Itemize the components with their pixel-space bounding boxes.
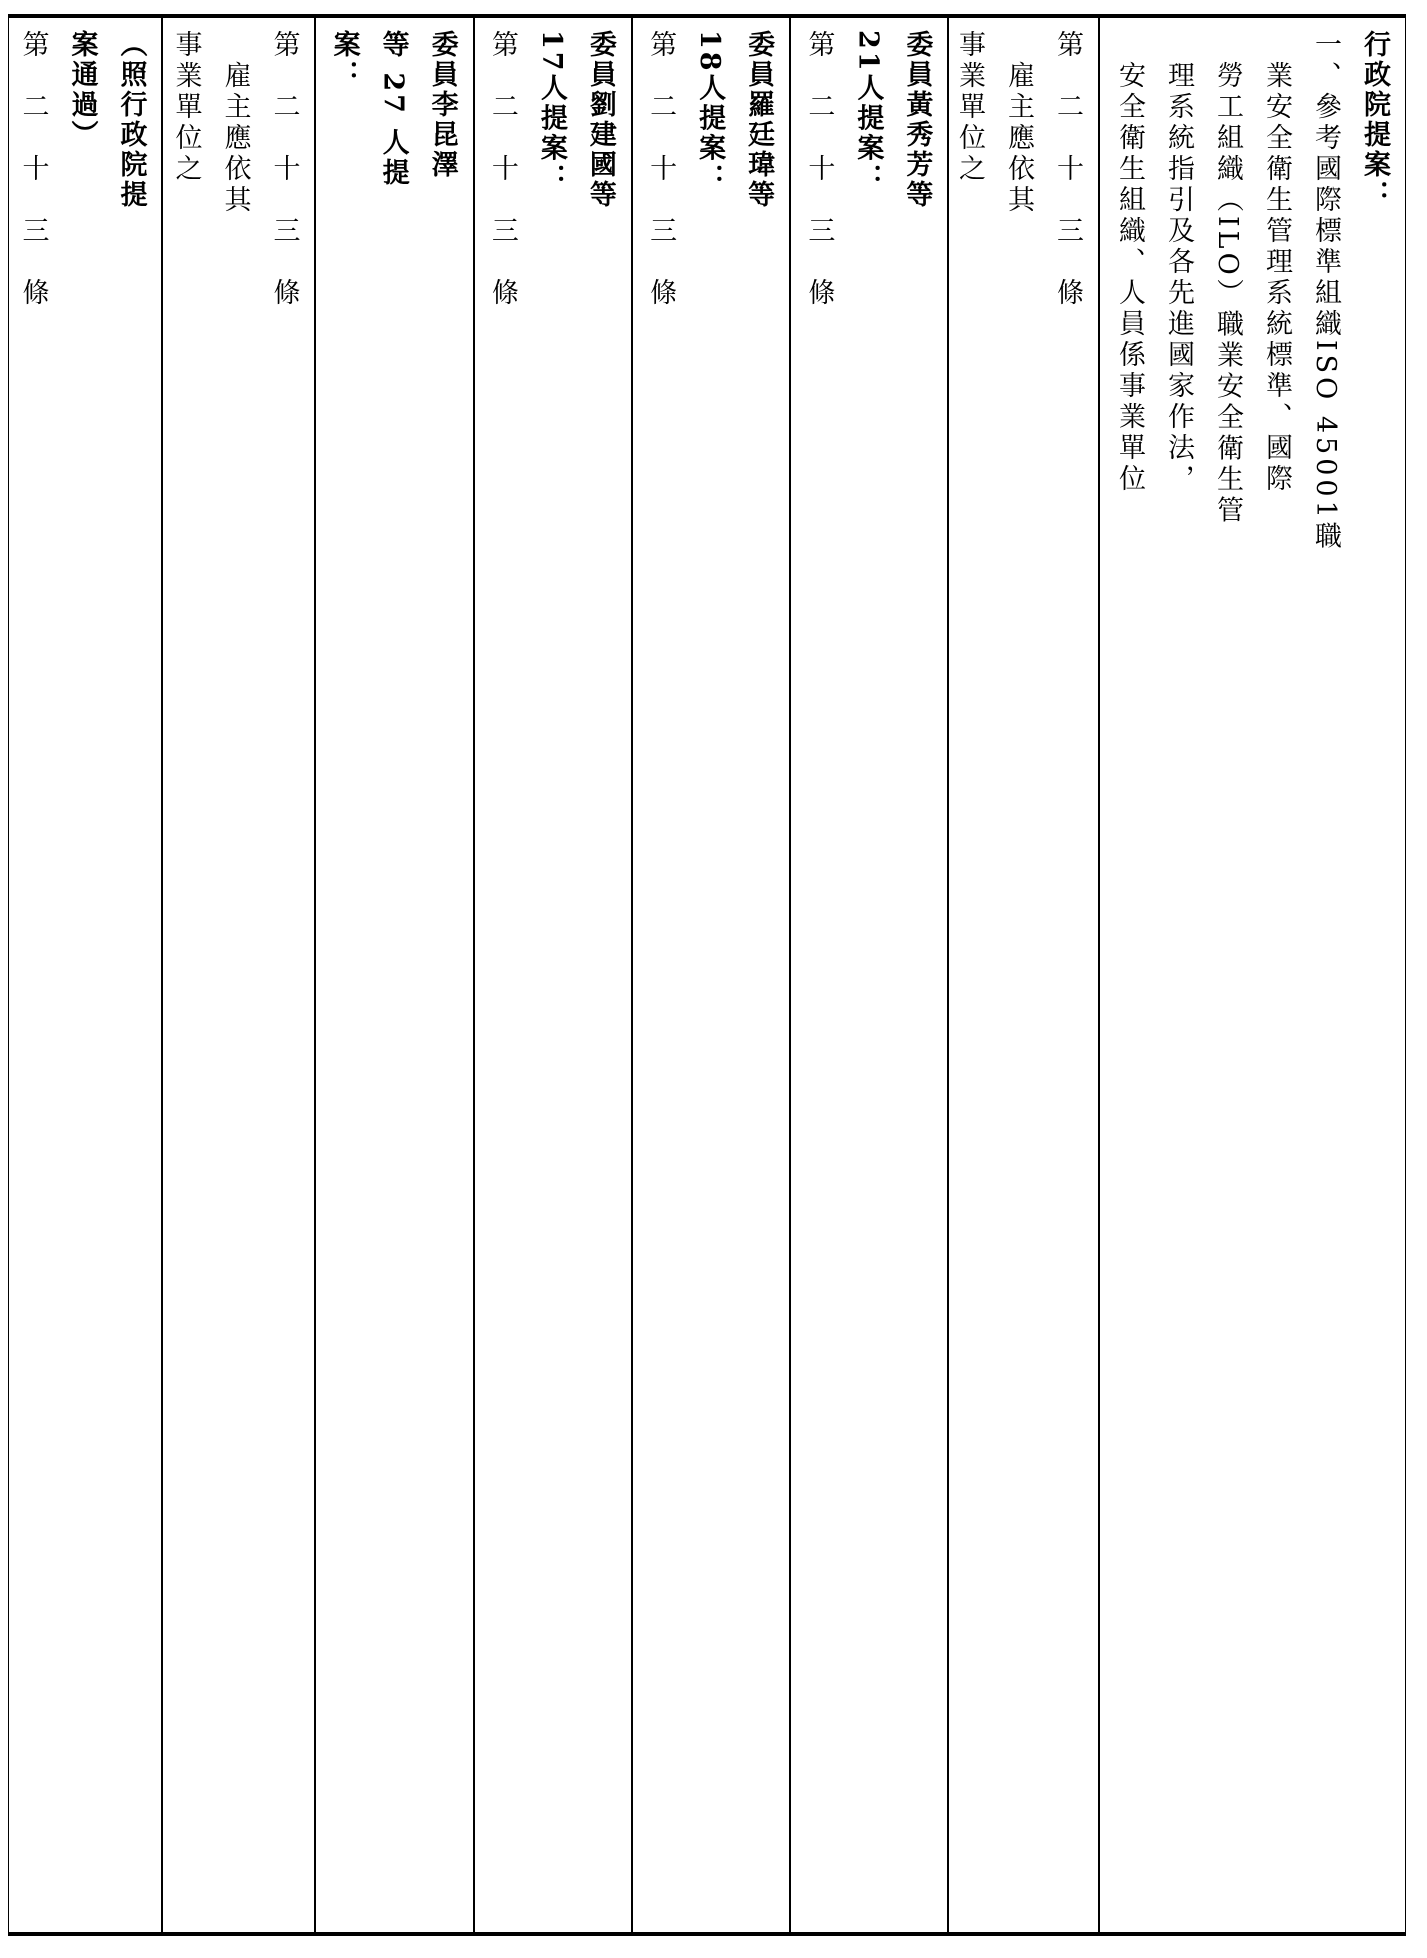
column-heading: 行政院提案： [1359, 30, 1390, 210]
article-line: 第 二 十 三 條 [17, 30, 49, 309]
column-executive-explanation [1098, 18, 1405, 1932]
proposal-heading-2: 等 27 人提 [377, 30, 409, 189]
text-line: 勞工組織（ILO）職業安全衛生管 [1212, 30, 1243, 527]
article-line: 第 二 十 三 條 [268, 30, 300, 309]
article-line: 事業單位之 [954, 30, 986, 185]
proposal-subheading: 18人提案： [694, 30, 726, 194]
passed-heading: （照行政院提 [115, 30, 147, 210]
proposal-heading: 委員李昆澤 [426, 30, 458, 180]
text-line [1098, 30, 1105, 1926]
article-line: 第 二 十 三 條 [645, 30, 677, 309]
proposal-subheading: 17人提案： [535, 30, 567, 194]
article-line: 雇主應依其 [1003, 30, 1035, 216]
proposal-heading-3: 案： [328, 30, 360, 90]
column-proposal-17 [473, 18, 631, 1932]
column-proposal-27 [314, 18, 472, 1932]
article-line [314, 30, 319, 1926]
text-line: 理系統指引及各先進國家作法， [1163, 30, 1194, 495]
text-line: 安全衛生組織、人員係事業單位 [1114, 30, 1145, 495]
article-line [789, 30, 794, 1926]
article-line [631, 30, 636, 1926]
article-line: 第 二 十 三 條 [1052, 30, 1084, 309]
column-proposal-18 [631, 18, 789, 1932]
article-line: 事業單位之 [170, 30, 202, 185]
text-line: 業安全衛生管理系統標準、國際 [1261, 30, 1292, 495]
proposal-heading: 委員黃秀芳等 [901, 30, 933, 210]
column-current-article [947, 18, 1098, 1932]
text-line: 一、參考國際標準組織ISO 45001職 [1310, 30, 1341, 553]
column-proposal-21 [789, 18, 947, 1932]
article-line: 雇主應依其 [219, 30, 251, 216]
passed-heading-2: 案通過） [66, 30, 98, 150]
proposal-heading: 委員劉建國等 [584, 30, 616, 210]
column-passed-article [9, 18, 161, 1932]
article-line: 第 二 十 三 條 [803, 30, 835, 309]
article-line [473, 30, 478, 1926]
comparison-table [8, 14, 1406, 1936]
article-line: 第 二 十 三 條 [486, 30, 518, 309]
proposal-heading: 委員羅廷瑋等 [743, 30, 775, 210]
column-comparison-article [161, 18, 314, 1932]
proposal-subheading: 21人提案： [852, 30, 884, 194]
